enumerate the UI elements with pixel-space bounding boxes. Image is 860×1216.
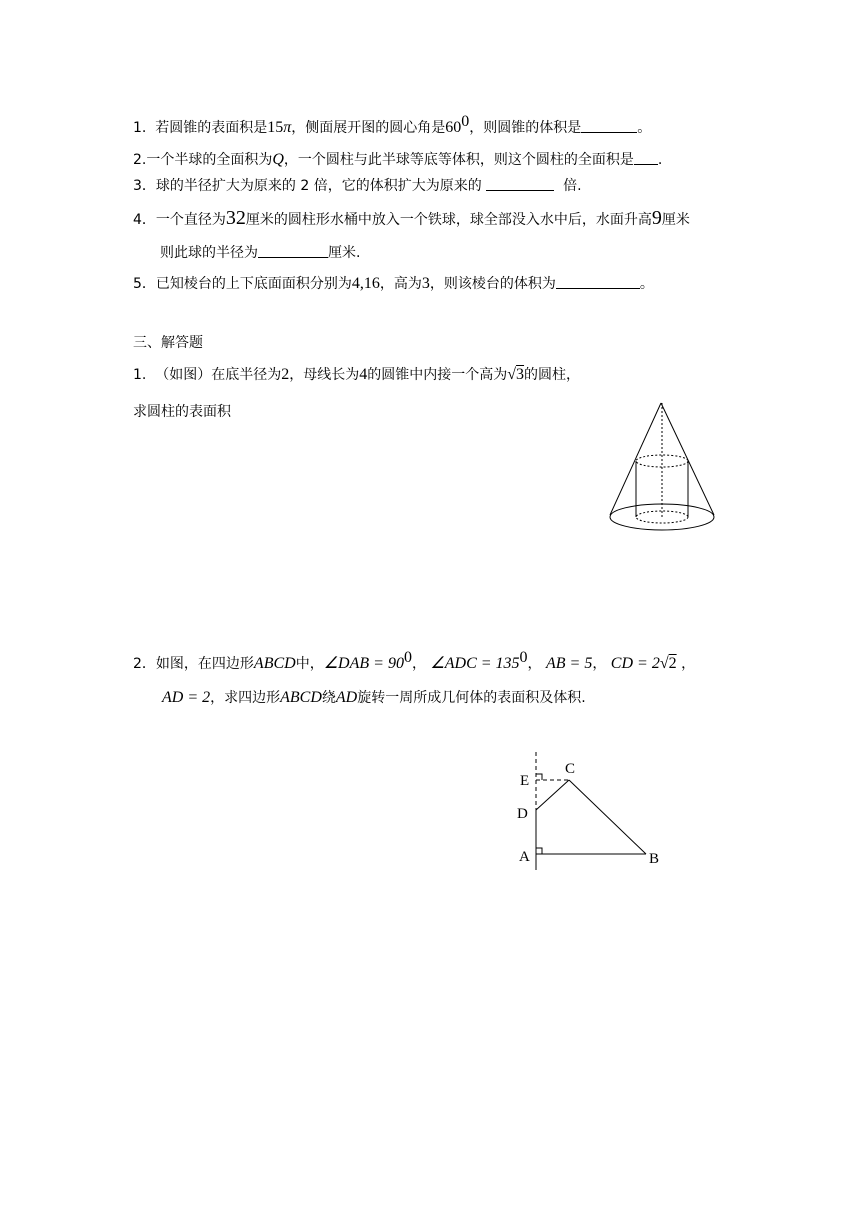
fill-question-3: 3．球的半径扩大为原来的 2 倍，它的体积扩大为原来的 倍. bbox=[133, 178, 582, 194]
fill-question-4: 4．一个直径为32厘米的圆柱形水桶中放入一个铁球，球全部没入水中后，水面升高9厘米 bbox=[133, 207, 690, 229]
right-angle-mark-e bbox=[536, 774, 542, 780]
fill-question-5: 5．已知棱台的上下底面面积分别为4,16，高为3，则该棱台的体积为 。 bbox=[133, 275, 654, 292]
fill-question-1: 1. 若圆锥的表面积是15π，侧面展开图的圆心角是$60^0$，则圆锥的体积是 。 bbox=[133, 113, 652, 136]
label-b: B bbox=[649, 851, 660, 867]
segment-dc bbox=[536, 780, 569, 810]
question-number: 3． bbox=[133, 178, 156, 194]
solve-question-1-line2: 求圆柱的表面积 bbox=[133, 404, 231, 420]
quadrilateral-figure bbox=[505, 752, 675, 877]
answer-blank[interactable] bbox=[556, 274, 640, 289]
right-angle-mark-a bbox=[536, 848, 542, 854]
section-title: 三、解答题 bbox=[133, 335, 203, 351]
label-e: E bbox=[520, 773, 530, 789]
answer-blank[interactable] bbox=[634, 150, 658, 165]
label-a: A bbox=[519, 849, 530, 865]
solve-question-1: 1. （如图）在底半径为2，母线长为4的圆锥中内接一个高为√3的圆柱， bbox=[133, 366, 581, 383]
answer-blank[interactable] bbox=[258, 243, 328, 258]
label-d: D bbox=[517, 806, 528, 822]
label-c: C bbox=[565, 761, 576, 777]
question-number: 1. bbox=[133, 120, 147, 136]
segment-cb bbox=[569, 780, 646, 854]
answer-blank[interactable] bbox=[486, 176, 554, 191]
question-number: 2. bbox=[133, 152, 147, 168]
fill-question-4-line2: 则此球的半径为 厘米. bbox=[160, 245, 361, 261]
question-number: 5． bbox=[133, 276, 156, 292]
cone-cylinder-figure bbox=[600, 395, 730, 545]
solve-question-2-line2: AD = 2，求四边形ABCD绕AD旋转一周所成几何体的表面积及体积. bbox=[162, 689, 586, 706]
sqrt-expression: √3 bbox=[507, 366, 525, 383]
question-number: 1. bbox=[133, 367, 147, 383]
sqrt-expression: √2 bbox=[659, 655, 677, 672]
solve-question-2: 2．如图，在四边形ABCD中，∠DAB = $90^0$， ∠ADC = $135^0$， AB = 5， CD = 2√2 ， bbox=[133, 649, 696, 672]
question-number: 4． bbox=[133, 212, 156, 228]
question-number: 2． bbox=[133, 656, 156, 672]
answer-blank[interactable] bbox=[581, 118, 637, 133]
fill-question-2: 2.一个半球的全面积为Q，一个圆柱与此半球等底等体积，则这个圆柱的全面积是 . bbox=[133, 151, 663, 168]
